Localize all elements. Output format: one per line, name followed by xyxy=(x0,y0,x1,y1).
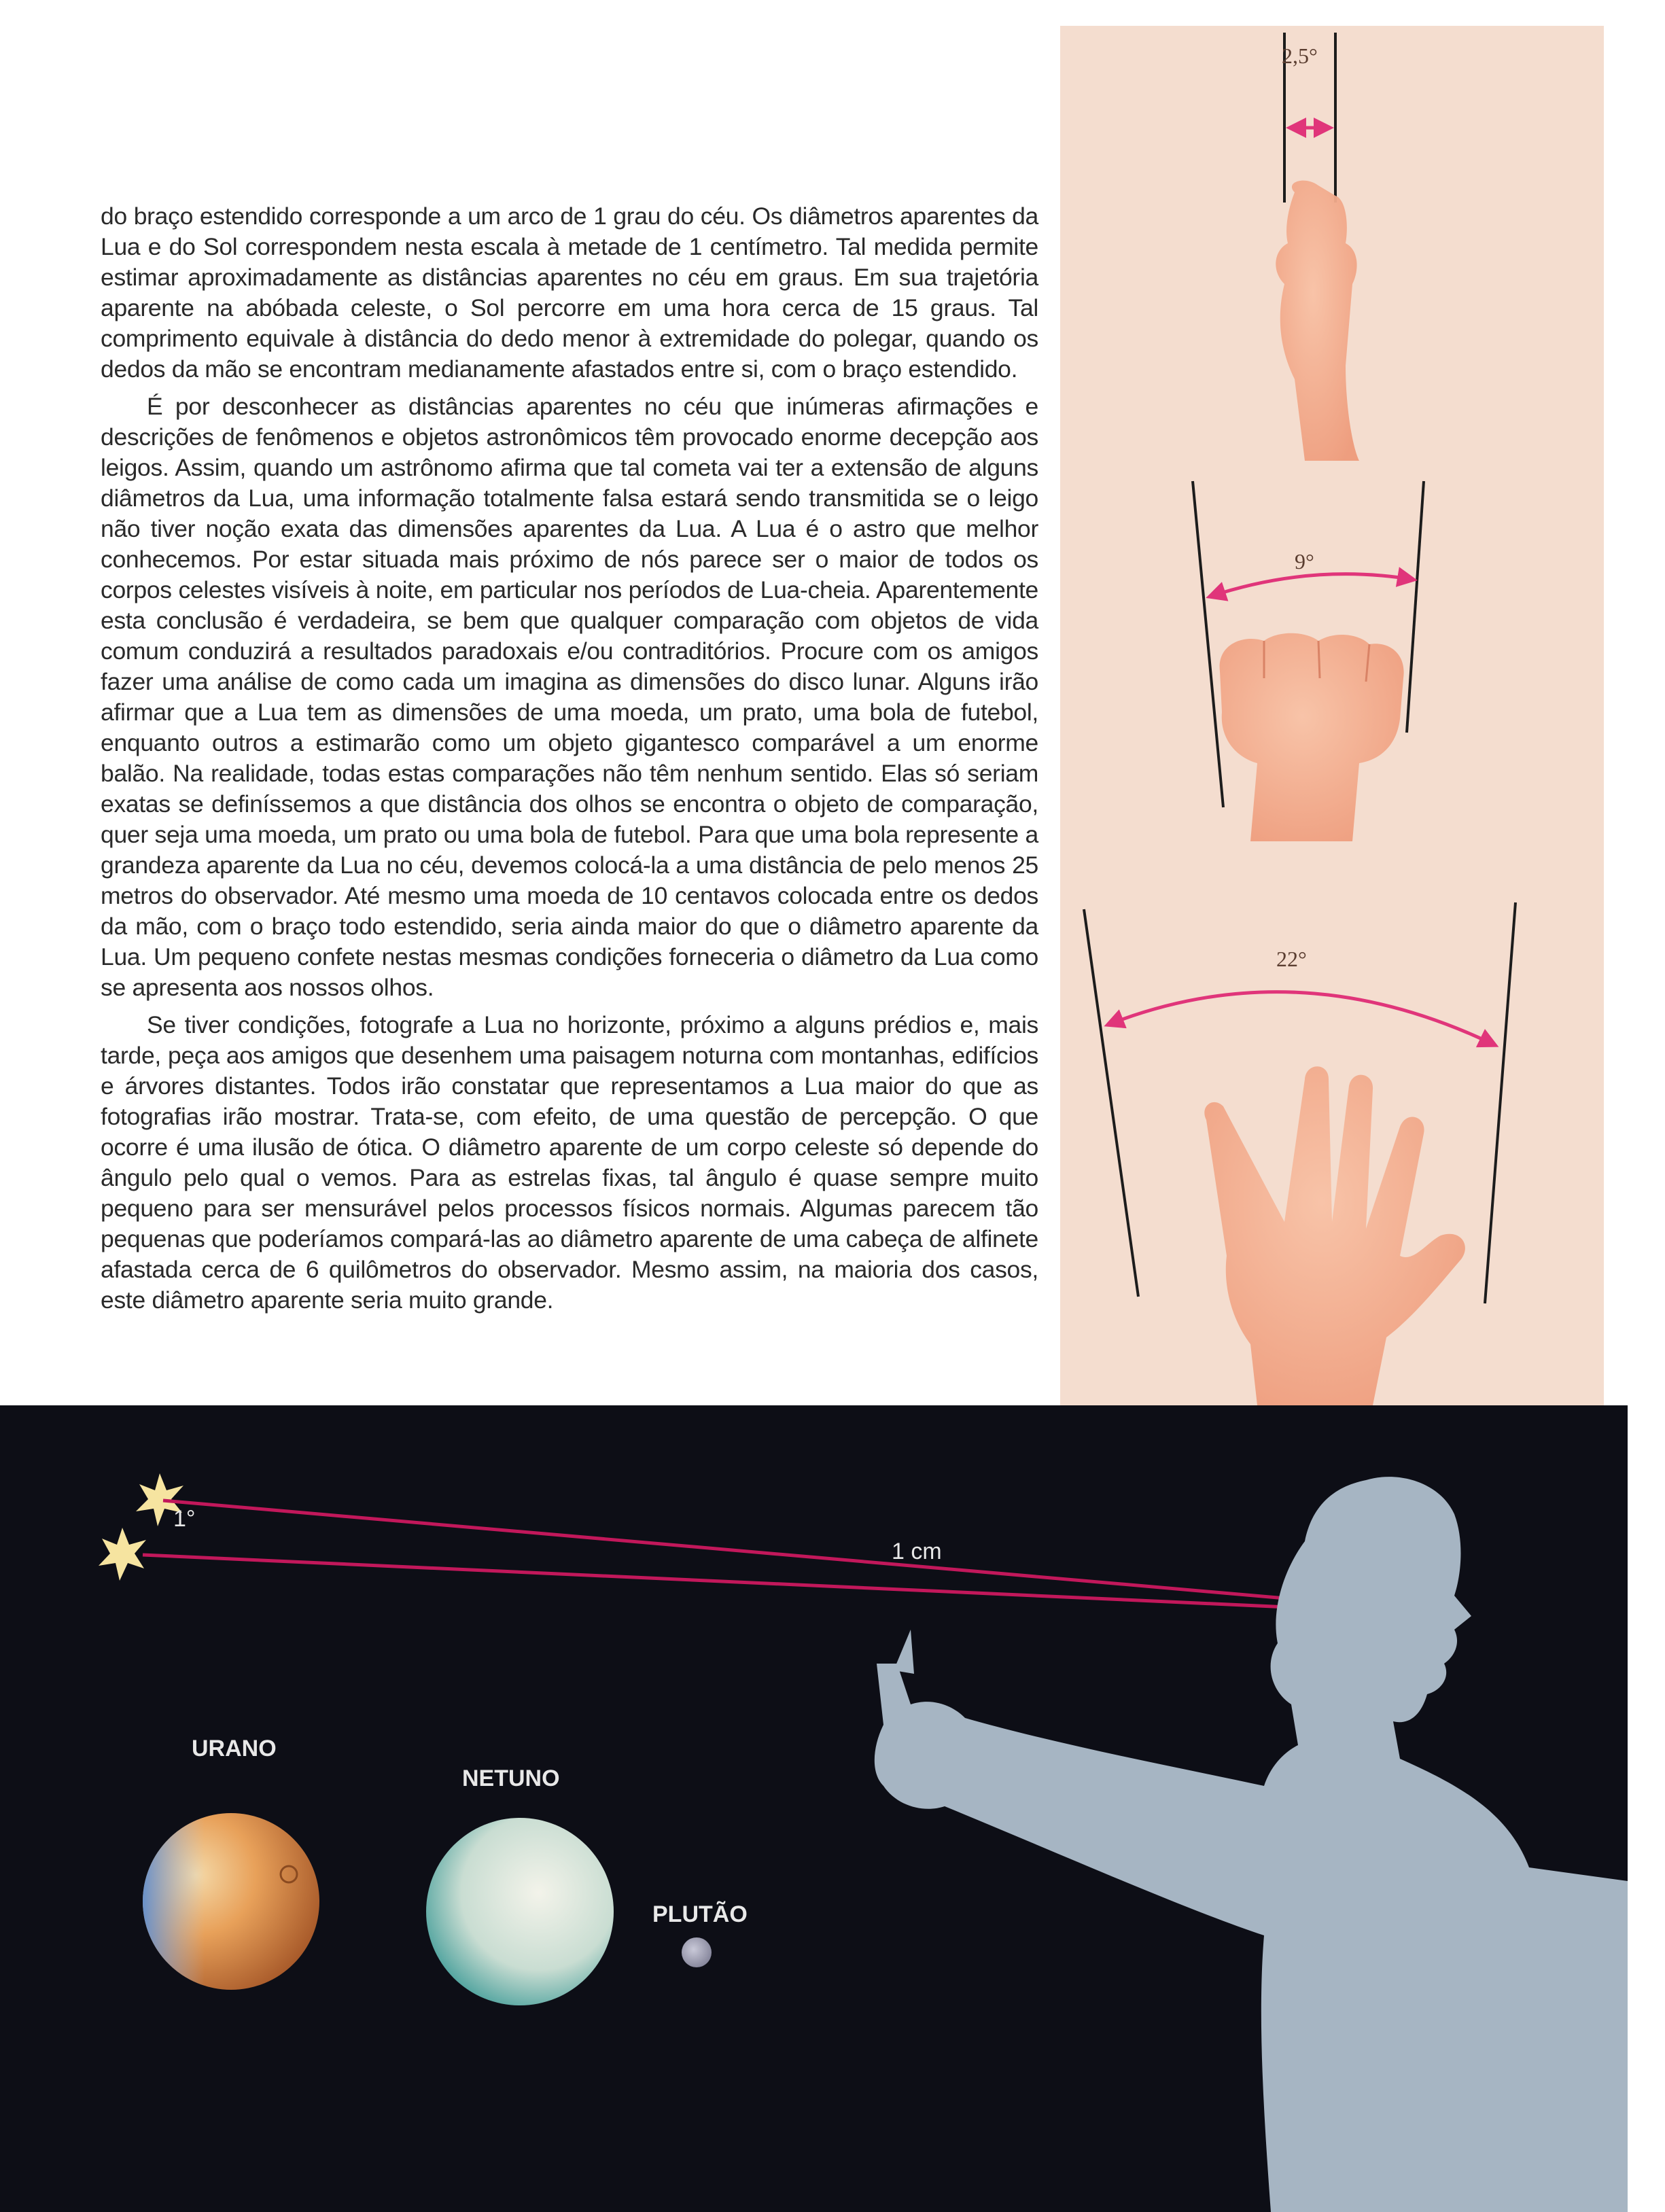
fist-angle-arrow xyxy=(1210,574,1414,597)
body-text xyxy=(101,201,1038,1322)
star-lower xyxy=(99,1528,146,1581)
hand-drawings xyxy=(1060,26,1604,1405)
uranus-label: URANO xyxy=(192,1736,277,1761)
sight-line-left xyxy=(1193,481,1223,807)
pluto-planet xyxy=(682,1937,712,1967)
finger-figure xyxy=(1276,33,1359,461)
neptune-label: NETUNO xyxy=(462,1766,560,1791)
fist-angle-label: 9° xyxy=(1295,549,1314,574)
hand-angle-illustration xyxy=(1060,26,1604,1405)
sight-line-upper xyxy=(163,1500,1332,1602)
sight-line-lower xyxy=(143,1555,1332,1609)
fist-figure xyxy=(1193,481,1424,841)
observer-silhouette xyxy=(875,1477,1628,2212)
spread-angle-arrow xyxy=(1108,992,1495,1045)
finger-angle-label: 2,5° xyxy=(1282,43,1318,68)
ruler-label: 1 cm xyxy=(892,1539,942,1564)
sky-drawing xyxy=(0,1405,1628,2212)
sight-line-right xyxy=(1407,481,1424,733)
spread-hand-figure xyxy=(1084,902,1515,1405)
paragraph-3: Se tiver condições, fotografe a Lua no horizonte, próximo a alguns prédios e, mais tarde, peça aos amigos que desenhem uma paisagem noturna com montanhas, edifícios e árvores distantes. Todos irão constatar que representamos a Lua maior do que as fotografias irão mostrar. Trata-se, com efeito, de uma questão de percepção. O que ocorre é uma ilusão de ótica. O diâmetro aparente de um corpo celeste só depende do ângulo pelo qual o vemos. Para as estrelas fixas, tal ângulo é quase sempre muito pequeno para ser mensurável pelos processos físicos normais. Algumas parecem tão pequenas que poderíamos compará-las ao diâmetro aparente de uma cabeça de alfinete afastada cerca de 6 quilômetros do observador. Mesmo assim, na maioria dos casos, este diâmetro aparente seria muito grande. xyxy=(101,1011,1038,1314)
pluto-label: PLUTÃO xyxy=(652,1901,748,1927)
spread-angle-label: 22° xyxy=(1276,947,1307,971)
sight-line-left xyxy=(1084,909,1138,1297)
paragraph-1: do braço estendido corresponde a um arco de 1 grau do céu. Os diâmetros aparentes da Lua e do Sol correspondem nesta escala à metade de 1 centímetro. Tal medida permite estimar aproximadamente as distâncias aparentes no céu em graus. Em sua trajetória aparente na abóbada celeste, o Sol percorre em uma hora cerca de 15 graus. Tal comprimento equivale à distância do dedo menor à extremidade do polegar, quando os dedos da mão se encontram medianamente afastados entre si, com o braço estendido. xyxy=(101,203,1038,383)
sight-line-right xyxy=(1485,902,1515,1303)
sky-measurement-illustration xyxy=(0,1405,1628,2212)
angle-label: 1° xyxy=(173,1506,196,1532)
uranus-haze xyxy=(143,1813,319,1990)
paragraph-2: É por desconhecer as distâncias aparentes no céu que inúmeras afirmações e descrições de fenômenos e objetos astronômicos têm provocado enorme decepção aos leigos. Assim, quando um astrônomo afirma que tal cometa vai ter a extensão de alguns diâmetros da Lua, uma informação totalmente falsa estará sendo transmitida se o leigo não tiver noção exata das dimensões aparentes da Lua. A Lua é o astro que melhor conhecemos. Por estar situada mais próximo de nós parece ser o maior de todos os corpos celestes visíveis à noite, em particular nos períodos de Lua-cheia. Aparentemente esta conclusão é verdadeira, se bem que qualquer comparação com objetos de vida comum conduzirá a resultados paradoxais e/ou contraditórios. Procure com os amigos fazer uma análise de como cada um imagina as dimensões do disco lunar. Alguns irão afirmar que a Lua tem as dimensões de uma moeda, um prato, uma bola de futebol, enquanto outros a estimarão como um objeto gigantesco comparável a um enorme balão. Na realidade, todas estas comparações não têm nenhum sentido. Elas só seriam exatas se definíssemos a que distância dos olhos se encontra o objeto de comparação, quer seja uma moeda, um prato ou uma bola de futebol. Para que uma bola represente a grandeza aparente da Lua no céu, devemos colocá-la a uma distância de pelo menos 25 metros do observador. Até mesmo uma moeda de 10 centavos colocada entre os dedos da mão, com o braço todo estendido, seria ainda maior do que o diâmetro aparente da Lua. Um pequeno confete nestas mesmas condições forneceria o diâmetro da Lua como se apresenta aos nossos olhos. xyxy=(101,393,1038,1001)
neptune-planet xyxy=(426,1818,614,2005)
